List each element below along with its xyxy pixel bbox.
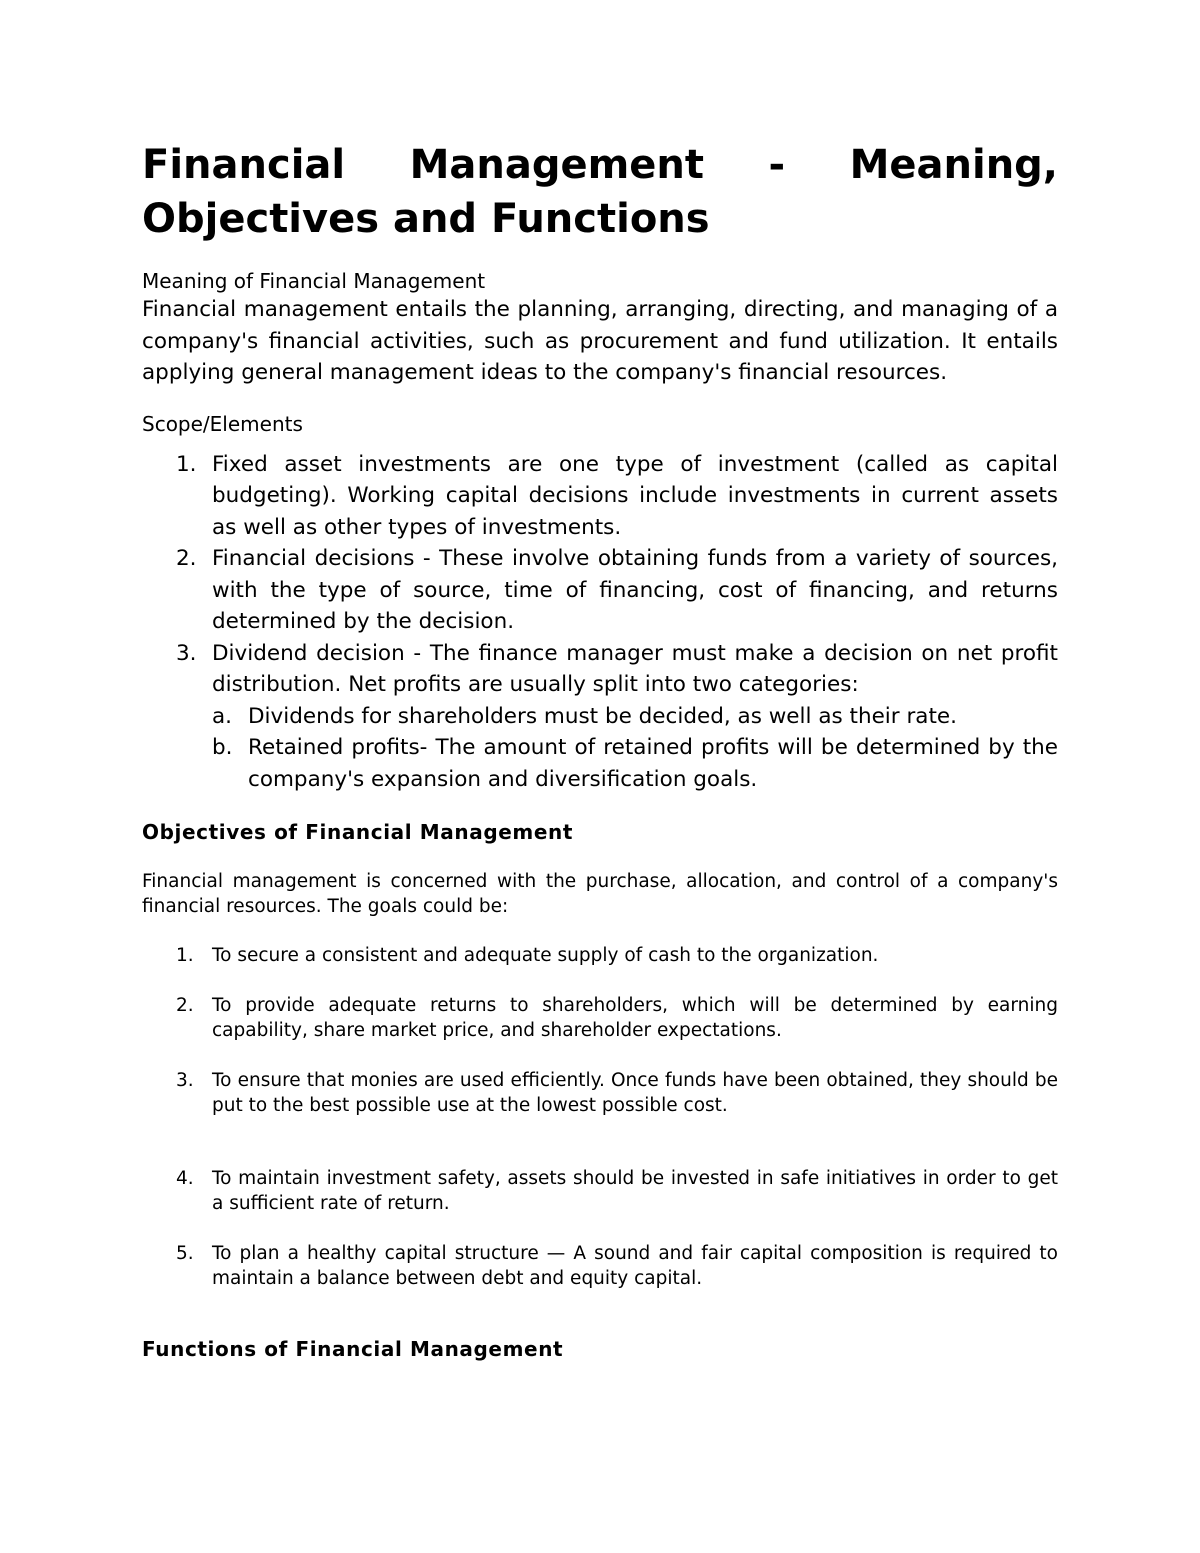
scope-list (142, 449, 1058, 796)
objective-item-number: 3. (176, 1070, 194, 1091)
scope-item-2 (142, 543, 1058, 638)
subitem-text: Retained profits- The amount of retained profits will be determined by the company's expansion and diversification goals. (248, 735, 1058, 792)
scope-item-text: Dividend decision - The finance manager must make a decision on net profit distribution. Net profits are usually split into two categories: (212, 640, 1058, 697)
objectives-intro: Financial management is concerned with the purchase, allocation, and control of a company's financial resources. The goals could be: (142, 871, 1058, 917)
objective-item-text: To provide adequate returns to shareholders, which will be determined by earning capability, share market price, and shareholder expectations. (212, 995, 1058, 1041)
functions-heading: Functions of Financial Management (142, 1337, 564, 1361)
scope-item-3 (142, 638, 1058, 796)
scope-item-text: Fixed asset investments are one type of investment (called as capital budgeting). Working capital decisions include investments in current assets as well as other types of investments. (212, 451, 1058, 540)
objectives-heading: Objectives of Financial Management (142, 820, 574, 844)
objective-item-number: 1. (176, 945, 194, 966)
objective-item-2 (142, 993, 1058, 1043)
objective-item-5 (142, 1241, 1058, 1291)
meaning-paragraph: Financial management entails the planning, arranging, directing, and managing of a company's financial activities, such as procurement and fund utilization. It entails applying general management ideas to the company's financial resources. (142, 297, 1058, 385)
objective-item-1 (142, 943, 1058, 968)
dividend-subitem-b (212, 732, 1058, 795)
dividend-subitem-a (212, 701, 1058, 733)
scope-item-number: 1. (176, 451, 197, 477)
subitem-letter: b. (212, 735, 233, 760)
objective-item-text: To maintain investment safety, assets should be invested in safe initiatives in order to get a sufficient rate of return. (212, 1168, 1058, 1214)
objective-item-number: 4. (176, 1168, 194, 1189)
document-title: Financial Management - Meaning, Objectives and Functions (142, 142, 1058, 242)
meaning-heading: Meaning of Financial Management (142, 269, 486, 293)
scope-item-1 (142, 449, 1058, 544)
objective-item-number: 2. (176, 995, 194, 1016)
objective-item-text: To ensure that monies are used efficiently. Once funds have been obtained, they should be put to the best possible use at the lowest possible cost. (212, 1070, 1058, 1116)
scope-heading: Scope/Elements (142, 411, 303, 436)
scope-item-text: Financial decisions - These involve obtaining funds from a variety of sources, with the type of source, time of financing, cost of financing, and returns determined by the decision. (212, 546, 1058, 634)
objective-item-number: 5. (176, 1243, 194, 1264)
objectives-list (142, 943, 1058, 1291)
dividend-sublist (212, 701, 1058, 796)
subitem-text: Dividends for shareholders must be decided, as well as their rate. (248, 703, 957, 729)
objective-item-3 (142, 1068, 1058, 1118)
objective-item-text: To secure a consistent and adequate supply of cash to the organization. (212, 945, 879, 966)
objective-item-text: To plan a healthy capital structure — A sound and fair capital composition is required to maintain a balance between debt and equity capital. (212, 1243, 1058, 1289)
scope-item-number: 3. (176, 640, 197, 666)
objective-item-4 (142, 1166, 1058, 1216)
scope-item-number: 2. (176, 546, 197, 571)
subitem-letter: a. (212, 703, 233, 729)
